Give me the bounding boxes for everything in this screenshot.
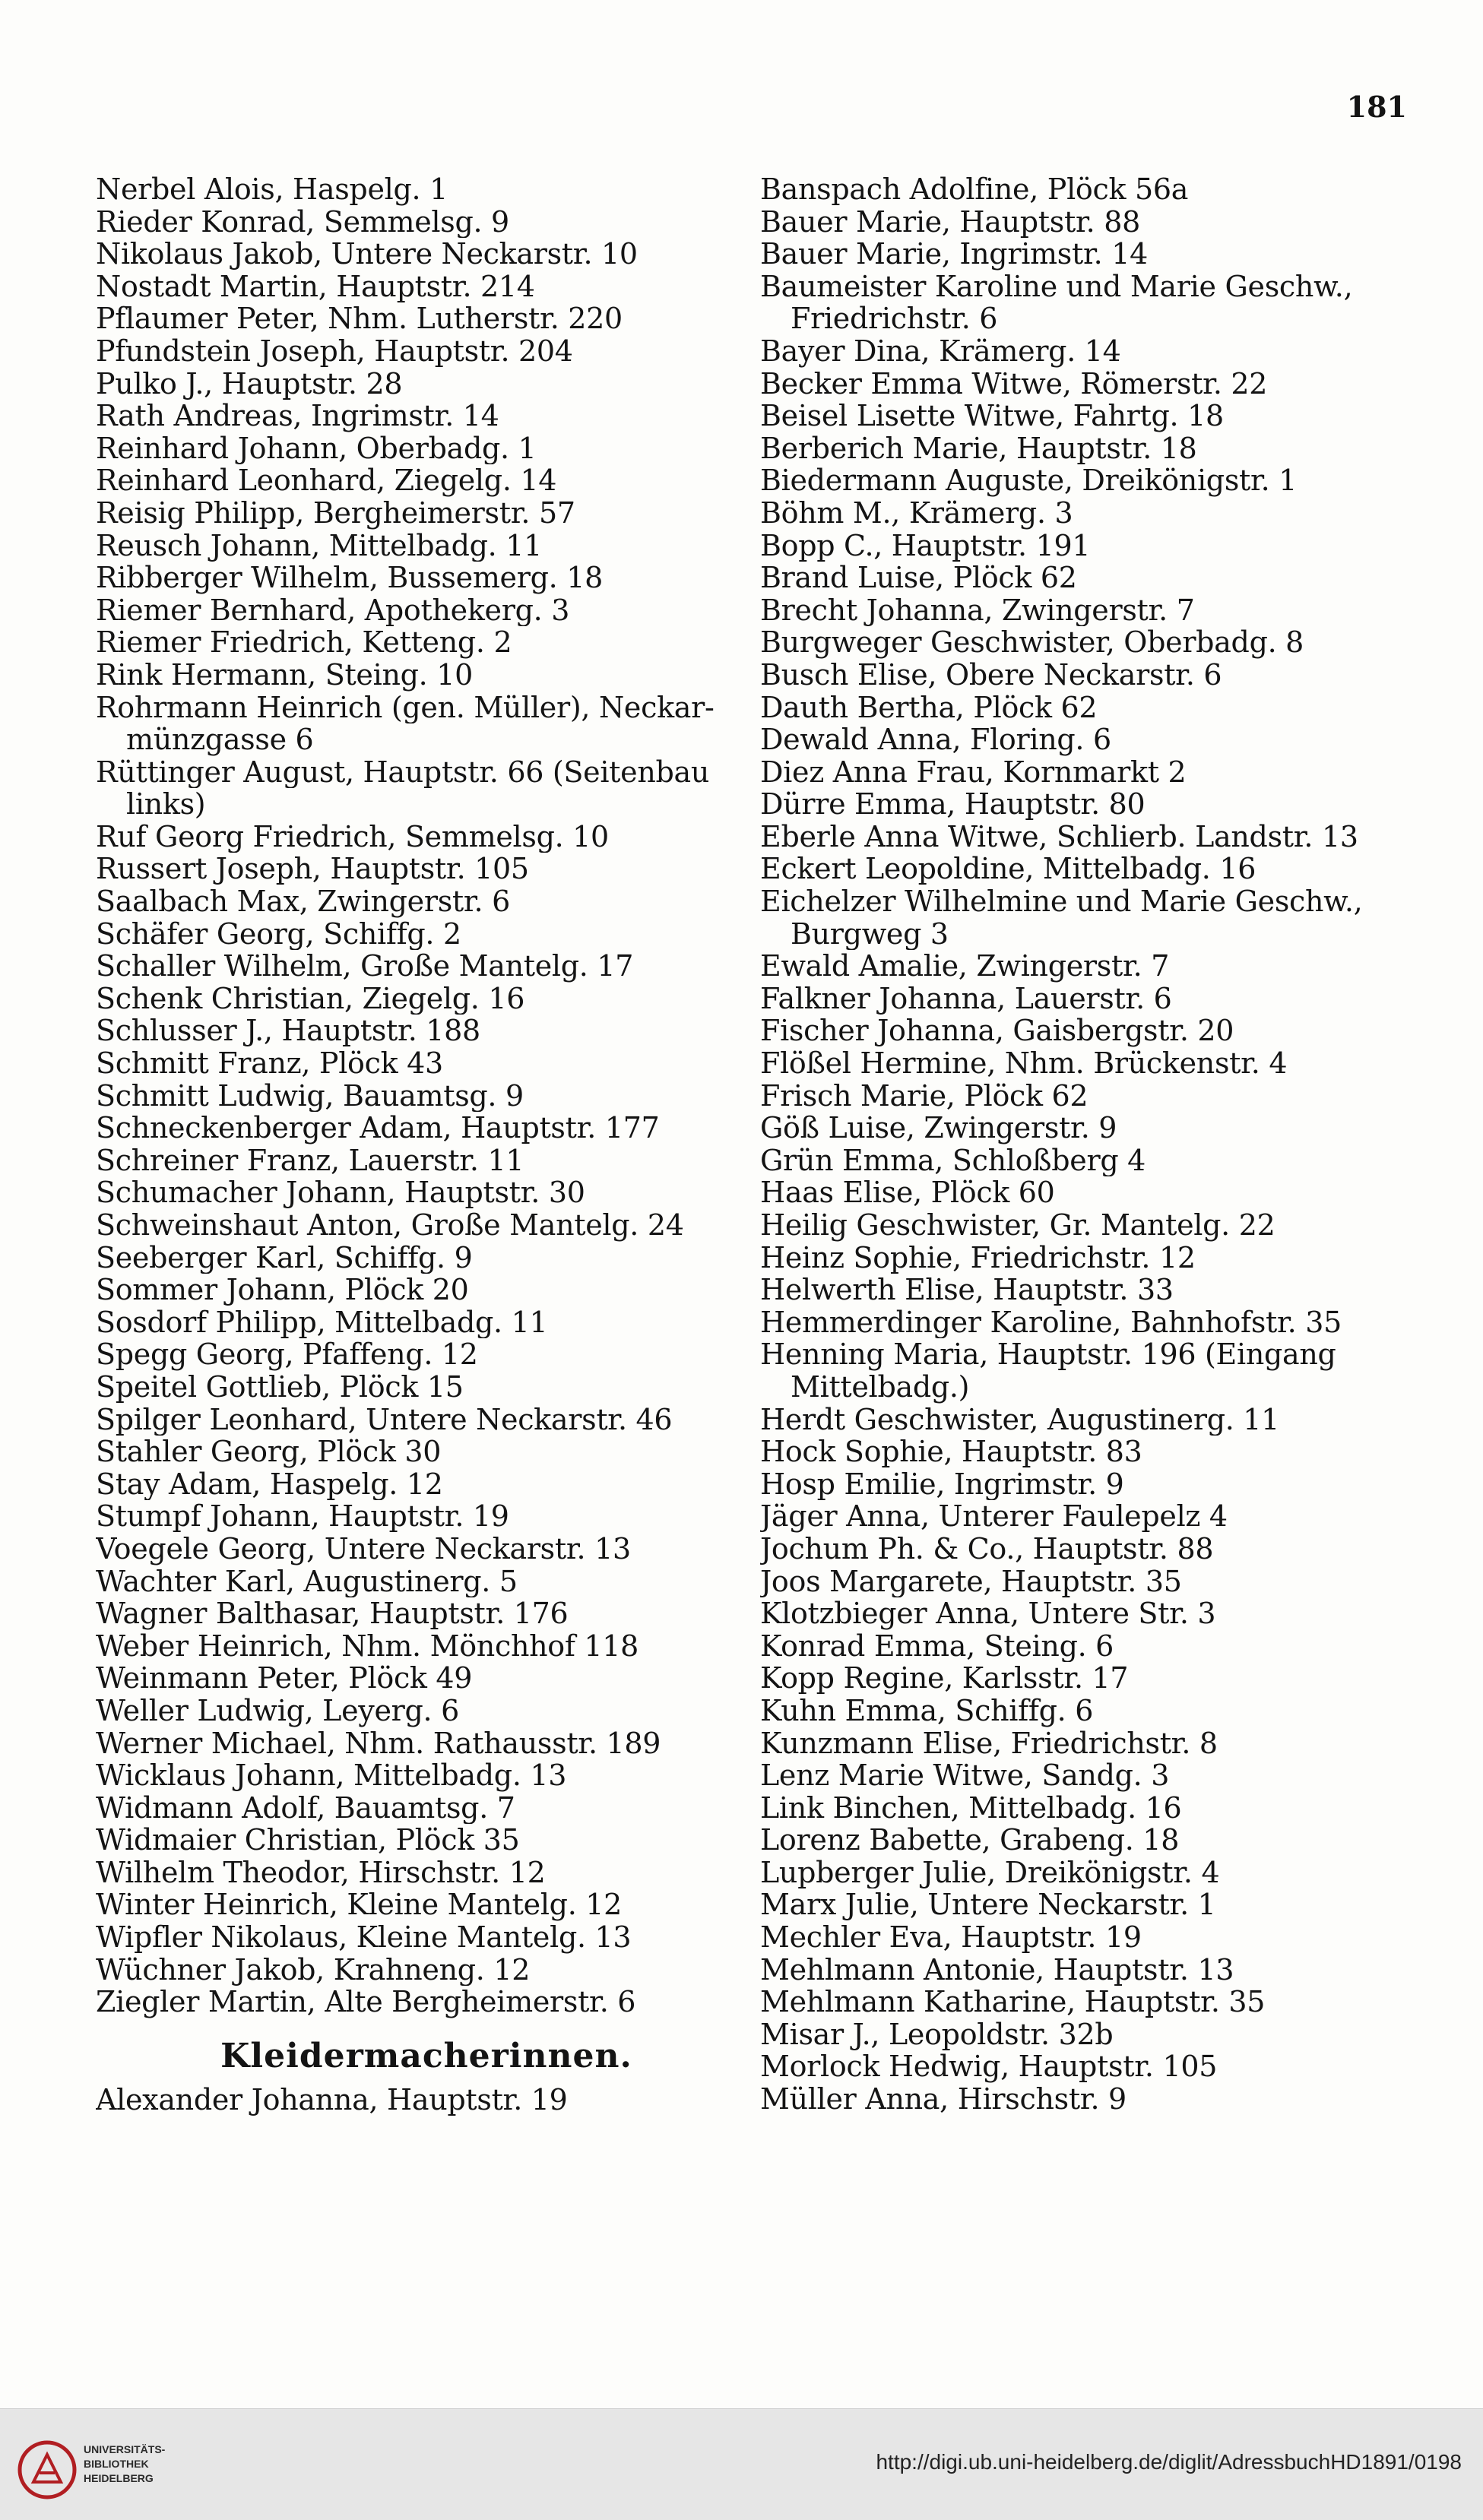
directory-entry: Heilig Geschwister, Gr. Mantelg. 22	[760, 1209, 1275, 1242]
directory-entry: Banspach Adolfine, Plöck 56a	[760, 173, 1189, 206]
directory-entry: Wipfler Nikolaus, Kleine Mantelg. 13	[96, 1921, 632, 1954]
directory-entry: Riemer Friedrich, Ketteng. 2	[96, 626, 512, 659]
footer-bar	[0, 2408, 1483, 2520]
directory-entry: Schumacher Johann, Hauptstr. 30	[96, 1176, 585, 1209]
directory-entry: Stumpf Johann, Hauptstr. 19	[96, 1500, 509, 1533]
directory-entry: Mechler Eva, Hauptstr. 19	[760, 1921, 1142, 1954]
directory-entry: Kunzmann Elise, Friedrichstr. 8	[760, 1727, 1218, 1760]
directory-entry: Weinmann Peter, Plöck 49	[96, 1662, 473, 1695]
directory-entry: Dauth Bertha, Plöck 62	[760, 691, 1098, 724]
directory-entry: Frisch Marie, Plöck 62	[760, 1079, 1088, 1113]
directory-entry: Hemmerdinger Karoline, Bahnhofstr. 35	[760, 1306, 1342, 1339]
logo-line-2: BIBLIOTHEK	[84, 2458, 149, 2470]
directory-entry: Heinz Sophie, Friedrichstr. 12	[760, 1241, 1196, 1274]
directory-entry: Weller Ludwig, Leyerg. 6	[96, 1694, 459, 1727]
directory-entry: Joos Margarete, Hauptstr. 35	[760, 1565, 1182, 1598]
directory-entry: Speitel Gottlieb, Plöck 15	[96, 1370, 464, 1404]
directory-entry: Stay Adam, Haspelg. 12	[96, 1467, 443, 1501]
directory-entry: Seeberger Karl, Schiffg. 9	[96, 1241, 473, 1274]
right-column	[760, 173, 1421, 2116]
logo-line-3: HEIDELBERG	[84, 2472, 154, 2484]
directory-entry: Eckert Leopoldine, Mittelbadg. 16	[760, 853, 1256, 886]
directory-entry: Kuhn Emma, Schiffg. 6	[760, 1694, 1094, 1727]
directory-entry: Lenz Marie Witwe, Sandg. 3	[760, 1759, 1170, 1792]
directory-entry: Sosdorf Philipp, Mittelbadg. 11	[96, 1306, 548, 1339]
directory-entry: Spegg Georg, Pfaffeng. 12	[96, 1338, 478, 1371]
directory-entry: Wüchner Jakob, Krahneng. 12	[96, 1953, 531, 1987]
directory-entry: Winter Heinrich, Kleine Mantelg. 12	[96, 1888, 623, 1922]
directory-entry: Ewald Amalie, Zwingerstr. 7	[760, 950, 1170, 983]
directory-entry: Becker Emma Witwe, Römerstr. 22	[760, 367, 1268, 400]
directory-entry: Brand Luise, Plöck 62	[760, 562, 1077, 594]
directory-entry: Schaller Wilhelm, Große Mantelg. 17	[96, 950, 634, 983]
directory-entry: Böhm M., Krämerg. 3	[760, 496, 1073, 530]
directory-entry: Jochum Ph. & Co., Hauptstr. 88	[760, 1532, 1214, 1566]
directory-entry: Reusch Johann, Mittelbadg. 11	[96, 529, 542, 562]
directory-entry: Baumeister Karoline und Marie Geschw.,	[760, 270, 1353, 303]
directory-entry: Wagner Balthasar, Hauptstr. 176	[96, 1597, 569, 1630]
directory-entry: Beisel Lisette Witwe, Fahrtg. 18	[760, 400, 1224, 432]
directory-entry: Fischer Johanna, Gaisbergstr. 20	[760, 1015, 1234, 1048]
library-logo[interactable]	[17, 2439, 184, 2500]
directory-entry: Bauer Marie, Hauptstr. 88	[760, 205, 1140, 239]
directory-entry: Flößel Hermine, Nhm. Brückenstr. 4	[760, 1047, 1288, 1080]
directory-entry: Saalbach Max, Zwingerstr. 6	[96, 885, 510, 918]
directory-entry: Hosp Emilie, Ingrimstr. 9	[760, 1467, 1124, 1501]
directory-entry: Pflaumer Peter, Nhm. Lutherstr. 220	[96, 302, 623, 335]
directory-entry: Falkner Johanna, Lauerstr. 6	[760, 982, 1172, 1015]
directory-entry: Helwerth Elise, Hauptstr. 33	[760, 1274, 1174, 1306]
directory-entry: Mittelbadg.)	[791, 1370, 970, 1404]
directory-entry: Schäfer Georg, Schiffg. 2	[96, 917, 461, 951]
section-heading: Kleidermacherinnen.	[220, 2036, 632, 2075]
directory-entry: Weber Heinrich, Nhm. Mönchhof 118	[96, 1629, 639, 1663]
page-number: 181	[1346, 90, 1407, 124]
directory-entry: Berberich Marie, Hauptstr. 18	[760, 432, 1197, 465]
directory-entry: Schreiner Franz, Lauerstr. 11	[96, 1144, 524, 1177]
directory-entry: Lupberger Julie, Dreikönigstr. 4	[760, 1856, 1220, 1889]
directory-entry: Wachter Karl, Augustinerg. 5	[96, 1565, 518, 1598]
directory-entry: Ruf Georg Friedrich, Semmelsg. 10	[96, 820, 609, 853]
directory-entry: Schweinshaut Anton, Große Mantelg. 24	[96, 1209, 684, 1242]
directory-entry: Mehlmann Katharine, Hauptstr. 35	[760, 1986, 1266, 2018]
directory-entry: Ribberger Wilhelm, Bussemerg. 18	[96, 562, 603, 594]
directory-entry: Spilger Leonhard, Untere Neckarstr. 46	[96, 1403, 673, 1436]
directory-entry: Eberle Anna Witwe, Schlierb. Landstr. 13	[760, 820, 1358, 853]
directory-entry: Eichelzer Wilhelmine und Marie Geschw.,	[760, 885, 1363, 918]
directory-entry: Werner Michael, Nhm. Rathausstr. 189	[96, 1727, 661, 1760]
directory-entry: Widmann Adolf, Bauamtsg. 7	[96, 1791, 515, 1825]
directory-entry: Riemer Bernhard, Apothekerg. 3	[96, 594, 570, 627]
directory-entry: Grün Emma, Schloßberg 4	[760, 1144, 1146, 1177]
directory-entry: Biedermann Auguste, Dreikönigstr. 1	[760, 464, 1298, 497]
left-column	[96, 173, 757, 2116]
directory-entry: Alexander Johanna, Hauptstr. 19	[96, 2083, 568, 2116]
directory-entry: Misar J., Leopoldstr. 32b	[760, 2018, 1114, 2051]
directory-entry: Busch Elise, Obere Neckarstr. 6	[760, 658, 1222, 692]
library-logo-text	[84, 2442, 165, 2486]
directory-entry: Dürre Emma, Hauptstr. 80	[760, 788, 1146, 821]
directory-entry: Lorenz Babette, Grabeng. 18	[760, 1824, 1180, 1857]
directory-entry: Ziegler Martin, Alte Bergheimerstr. 6	[96, 1986, 636, 2018]
directory-entry: Haas Elise, Plöck 60	[760, 1176, 1055, 1209]
logo-line-1: UNIVERSITÄTS-	[84, 2443, 166, 2455]
directory-entry: links)	[126, 788, 206, 821]
directory-entry: Mehlmann Antonie, Hauptstr. 13	[760, 1953, 1234, 1987]
directory-entry: Reisig Philipp, Bergheimerstr. 57	[96, 496, 575, 530]
directory-entry: Burgweg 3	[791, 917, 949, 951]
directory-entry: Pulko J., Hauptstr. 28	[96, 367, 403, 400]
directory-entry: Rüttinger August, Hauptstr. 66 (Seitenbau	[96, 755, 710, 789]
directory-entry: Rohrmann Heinrich (gen. Müller), Neckar-	[96, 691, 715, 724]
directory-entry: Müller Anna, Hirschstr. 9	[760, 2083, 1127, 2116]
directory-entry: Diez Anna Frau, Kornmarkt 2	[760, 755, 1187, 789]
directory-entry: Nikolaus Jakob, Untere Neckarstr. 10	[96, 238, 638, 271]
directory-entry: Link Binchen, Mittelbadg. 16	[760, 1791, 1182, 1825]
directory-entry: Schneckenberger Adam, Hauptstr. 177	[96, 1112, 660, 1144]
directory-entry: Russert Joseph, Hauptstr. 105	[96, 853, 529, 886]
directory-entry: Rieder Konrad, Semmelsg. 9	[96, 205, 509, 239]
directory-entry: Rath Andreas, Ingrimstr. 14	[96, 400, 499, 432]
directory-entry: Sommer Johann, Plöck 20	[96, 1274, 469, 1306]
directory-entry: Hock Sophie, Hauptstr. 83	[760, 1436, 1142, 1468]
directory-entry: Pfundstein Joseph, Hauptstr. 204	[96, 334, 573, 368]
directory-entry: Stahler Georg, Plöck 30	[96, 1436, 442, 1468]
directory-entry: Klotzbieger Anna, Untere Str. 3	[760, 1597, 1216, 1630]
directory-entry: Wilhelm Theodor, Hirschstr. 12	[96, 1856, 546, 1889]
source-url-link[interactable]: http://digi.ub.uni-heidelberg.de/diglit/AdressbuchHD1891/0198	[876, 2450, 1462, 2474]
directory-entry: Bopp C., Hauptstr. 191	[760, 529, 1091, 562]
directory-entry: Nostadt Martin, Hauptstr. 214	[96, 270, 535, 303]
directory-entry: Herdt Geschwister, Augustinerg. 11	[760, 1403, 1280, 1436]
directory-entry: Schmitt Franz, Plöck 43	[96, 1047, 443, 1080]
directory-entry: Reinhard Johann, Oberbadg. 1	[96, 432, 537, 465]
directory-entry: Schmitt Ludwig, Bauamtsg. 9	[96, 1079, 524, 1113]
directory-entry: Dewald Anna, Floring. 6	[760, 723, 1111, 756]
directory-entry: Widmaier Christian, Plöck 35	[96, 1824, 520, 1857]
directory-entry: Schlusser J., Hauptstr. 188	[96, 1015, 480, 1048]
directory-entry: Schenk Christian, Ziegelg. 16	[96, 982, 525, 1015]
directory-entry: Göß Luise, Zwingerstr. 9	[760, 1112, 1117, 1144]
directory-entry: Konrad Emma, Steing. 6	[760, 1629, 1114, 1663]
directory-entry: Bayer Dina, Krämerg. 14	[760, 334, 1121, 368]
directory-entry: Rink Hermann, Steing. 10	[96, 658, 473, 692]
directory-entry: münzgasse 6	[126, 723, 314, 756]
directory-entry: Brecht Johanna, Zwingerstr. 7	[760, 594, 1195, 627]
directory-entry: Bauer Marie, Ingrimstr. 14	[760, 238, 1148, 271]
library-seal-icon	[17, 2439, 78, 2500]
directory-entry: Marx Julie, Untere Neckarstr. 1	[760, 1888, 1216, 1922]
directory-entry: Wicklaus Johann, Mittelbadg. 13	[96, 1759, 567, 1792]
directory-entry: Morlock Hedwig, Hauptstr. 105	[760, 2050, 1218, 2084]
directory-entry: Friedrichstr. 6	[791, 302, 998, 335]
directory-entry: Jäger Anna, Unterer Faulepelz 4	[760, 1500, 1228, 1533]
directory-entry: Nerbel Alois, Haspelg. 1	[96, 173, 448, 206]
directory-entry: Burgweger Geschwister, Oberbadg. 8	[760, 626, 1304, 659]
directory-entry: Kopp Regine, Karlsstr. 17	[760, 1662, 1129, 1695]
directory-entry: Reinhard Leonhard, Ziegelg. 14	[96, 464, 557, 497]
directory-entry: Voegele Georg, Untere Neckarstr. 13	[96, 1532, 631, 1566]
directory-entry: Henning Maria, Hauptstr. 196 (Eingang	[760, 1338, 1336, 1371]
